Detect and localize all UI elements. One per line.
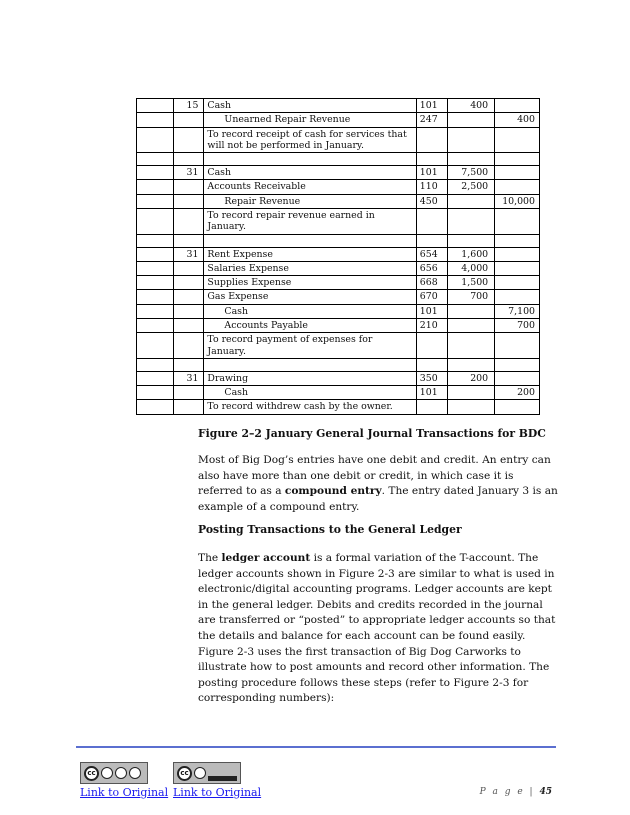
- journal-row: [137, 358, 540, 371]
- journal-row: [137, 113, 540, 127]
- debit-cell: [447, 333, 495, 359]
- paragraph-compound-entry: [198, 453, 558, 515]
- debit-cell: [447, 386, 495, 400]
- month-cell: [137, 371, 174, 385]
- credit-cell: [495, 127, 540, 153]
- attribution-icon: [194, 767, 206, 779]
- para1-text-after: . The entry dated January 3 is an example of a compound entry.: [198, 485, 558, 513]
- ref-cell: [416, 153, 447, 166]
- debit-cell: [447, 208, 495, 234]
- para1-text-before: Most of Big Dog’s entries have one debit and credit. An entry can also have more than one debit or credit, in which case it is referred to as a: [198, 454, 551, 498]
- debit-cell: 1,500: [447, 276, 495, 290]
- debit-cell: 7,500: [447, 166, 495, 180]
- ref-cell: 656: [416, 261, 447, 275]
- credit-cell: [495, 290, 540, 304]
- debit-cell: 200: [447, 371, 495, 385]
- para2-text-before: The: [198, 552, 222, 564]
- credit-cell: [495, 180, 540, 194]
- month-cell: [137, 153, 174, 166]
- debit-cell: [447, 304, 495, 318]
- credit-cell: [495, 400, 540, 414]
- description-cell: Repair Revenue: [204, 194, 416, 208]
- journal-row: [137, 304, 540, 318]
- debit-cell: [447, 318, 495, 332]
- ref-cell: [416, 127, 447, 153]
- credit-cell: 200: [495, 386, 540, 400]
- journal-row: [137, 276, 540, 290]
- day-cell: [173, 208, 204, 234]
- description-cell: Unearned Repair Revenue: [204, 113, 416, 127]
- day-cell: [173, 194, 204, 208]
- ref-cell: 110: [416, 180, 447, 194]
- ref-cell: 350: [416, 371, 447, 385]
- journal-row: [137, 400, 540, 414]
- ref-cell: 450: [416, 194, 447, 208]
- journal-row: [137, 166, 540, 180]
- day-cell: [173, 113, 204, 127]
- credit-cell: 10,000: [495, 194, 540, 208]
- debit-cell: [447, 153, 495, 166]
- journal-row: [137, 261, 540, 275]
- credit-cell: 400: [495, 113, 540, 127]
- figure-caption: Figure 2–2 January General Journal Transactions for BDC: [198, 427, 546, 440]
- credit-cell: [495, 261, 540, 275]
- term-compound-entry: compound entry: [284, 485, 382, 498]
- day-cell: [173, 153, 204, 166]
- ref-cell: [416, 333, 447, 359]
- credit-cell: [495, 276, 540, 290]
- month-cell: [137, 180, 174, 194]
- journal-row: [137, 247, 540, 261]
- link-to-original-1[interactable]: Link to Original: [80, 786, 169, 799]
- day-cell: 31: [173, 166, 204, 180]
- credit-cell: [495, 247, 540, 261]
- ref-cell: [416, 400, 447, 414]
- day-cell: [173, 304, 204, 318]
- sharealike-icon: [129, 767, 141, 779]
- day-cell: [173, 318, 204, 332]
- badge-bar: [208, 776, 237, 781]
- cc-by-license-badge[interactable]: [173, 762, 241, 784]
- description-cell: Rent Expense: [204, 247, 416, 261]
- day-cell: [173, 400, 204, 414]
- credit-cell: [495, 234, 540, 247]
- debit-cell: [447, 234, 495, 247]
- month-cell: [137, 400, 174, 414]
- day-cell: [173, 261, 204, 275]
- month-cell: [137, 358, 174, 371]
- credit-cell: 700: [495, 318, 540, 332]
- month-cell: [137, 386, 174, 400]
- month-cell: [137, 166, 174, 180]
- credit-cell: [495, 166, 540, 180]
- description-cell: Cash: [204, 304, 416, 318]
- description-cell: Supplies Expense: [204, 276, 416, 290]
- debit-cell: [447, 113, 495, 127]
- journal-row: [137, 194, 540, 208]
- credit-cell: 7,100: [495, 304, 540, 318]
- link-to-original-2[interactable]: Link to Original: [173, 786, 262, 799]
- description-cell: To record repair revenue earned in January.: [204, 208, 416, 234]
- month-cell: [137, 318, 174, 332]
- debit-cell: 2,500: [447, 180, 495, 194]
- ref-cell: 670: [416, 290, 447, 304]
- ref-cell: 668: [416, 276, 447, 290]
- description-cell: Accounts Receivable: [204, 180, 416, 194]
- cc-icon: cc: [177, 766, 192, 781]
- journal-row: [137, 208, 540, 234]
- page-number: [480, 787, 552, 797]
- month-cell: [137, 290, 174, 304]
- description-cell: To record payment of expenses for January.: [204, 333, 416, 359]
- month-cell: [137, 276, 174, 290]
- debit-cell: 400: [447, 99, 495, 113]
- day-cell: [173, 290, 204, 304]
- debit-cell: [447, 194, 495, 208]
- description-cell: [204, 153, 416, 166]
- noncommercial-icon: [115, 767, 127, 779]
- day-cell: 15: [173, 99, 204, 113]
- journal-row: [137, 234, 540, 247]
- month-cell: [137, 261, 174, 275]
- debit-cell: 700: [447, 290, 495, 304]
- month-cell: [137, 208, 174, 234]
- month-cell: [137, 99, 174, 113]
- day-cell: 31: [173, 247, 204, 261]
- description-cell: To record withdrew cash by the owner.: [204, 400, 416, 414]
- description-cell: [204, 358, 416, 371]
- day-cell: [173, 234, 204, 247]
- ref-cell: 101: [416, 99, 447, 113]
- journal-row: [137, 127, 540, 153]
- description-cell: Cash: [204, 166, 416, 180]
- ref-cell: 101: [416, 386, 447, 400]
- month-cell: [137, 247, 174, 261]
- description-cell: Salaries Expense: [204, 261, 416, 275]
- page-number-value: 45: [539, 787, 552, 797]
- journal-row: [137, 99, 540, 113]
- journal-row: [137, 333, 540, 359]
- day-cell: [173, 333, 204, 359]
- day-cell: [173, 386, 204, 400]
- month-cell: [137, 113, 174, 127]
- ref-cell: 247: [416, 113, 447, 127]
- ref-cell: [416, 234, 447, 247]
- credit-cell: [495, 99, 540, 113]
- debit-cell: [447, 127, 495, 153]
- month-cell: [137, 127, 174, 153]
- ref-cell: 101: [416, 166, 447, 180]
- para2-text-after: is a formal variation of the T-account. The ledger accounts shown in Figure 2-3 are similar to what is used in electronic/digital accounting programs. Ledger accounts are kept in the general ledger. Debits and credits recorded in the journal are transferred or “posted” to appropriate ledger accounts so that the details and balance for each account can be found easily. Figure 2-3 uses the first transaction of Big Dog Carworks to illustrate how to post amounts and record other information. The posting procedure follows these steps (refer to Figure 2-3 for corresponding numbers):: [198, 552, 556, 705]
- ref-cell: [416, 358, 447, 371]
- day-cell: 31: [173, 371, 204, 385]
- month-cell: [137, 333, 174, 359]
- description-cell: Drawing: [204, 371, 416, 385]
- journal-row: [137, 180, 540, 194]
- month-cell: [137, 304, 174, 318]
- cc-icon: cc: [84, 766, 99, 781]
- journal-row: [137, 318, 540, 332]
- paragraph-ledger-account: [198, 551, 558, 707]
- description-cell: Accounts Payable: [204, 318, 416, 332]
- month-cell: [137, 194, 174, 208]
- credit-cell: [495, 333, 540, 359]
- journal-table: [136, 98, 540, 415]
- credit-cell: [495, 153, 540, 166]
- description-cell: Gas Expense: [204, 290, 416, 304]
- term-ledger-account: ledger account: [221, 552, 311, 564]
- credit-cell: [495, 358, 540, 371]
- description-cell: [204, 234, 416, 247]
- journal-row: [137, 386, 540, 400]
- section-heading: Posting Transactions to the General Ledger: [198, 523, 462, 536]
- debit-cell: [447, 358, 495, 371]
- description-cell: Cash: [204, 99, 416, 113]
- credit-cell: [495, 371, 540, 385]
- ref-cell: [416, 208, 447, 234]
- description-cell: Cash: [204, 386, 416, 400]
- debit-cell: 4,000: [447, 261, 495, 275]
- day-cell: [173, 276, 204, 290]
- journal-row: [137, 153, 540, 166]
- ref-cell: 210: [416, 318, 447, 332]
- debit-cell: 1,600: [447, 247, 495, 261]
- attribution-icon: [101, 767, 113, 779]
- day-cell: [173, 358, 204, 371]
- ref-cell: 101: [416, 304, 447, 318]
- debit-cell: [447, 400, 495, 414]
- footer-divider: [76, 746, 556, 748]
- day-cell: [173, 180, 204, 194]
- cc-by-nc-sa-license-badge[interactable]: [80, 762, 148, 784]
- journal-row: [137, 290, 540, 304]
- description-cell: To record receipt of cash for services that will not be performed in January.: [204, 127, 416, 153]
- month-cell: [137, 234, 174, 247]
- journal-row: [137, 371, 540, 385]
- page-label: P a g e |: [479, 787, 535, 797]
- ref-cell: 654: [416, 247, 447, 261]
- day-cell: [173, 127, 204, 153]
- credit-cell: [495, 208, 540, 234]
